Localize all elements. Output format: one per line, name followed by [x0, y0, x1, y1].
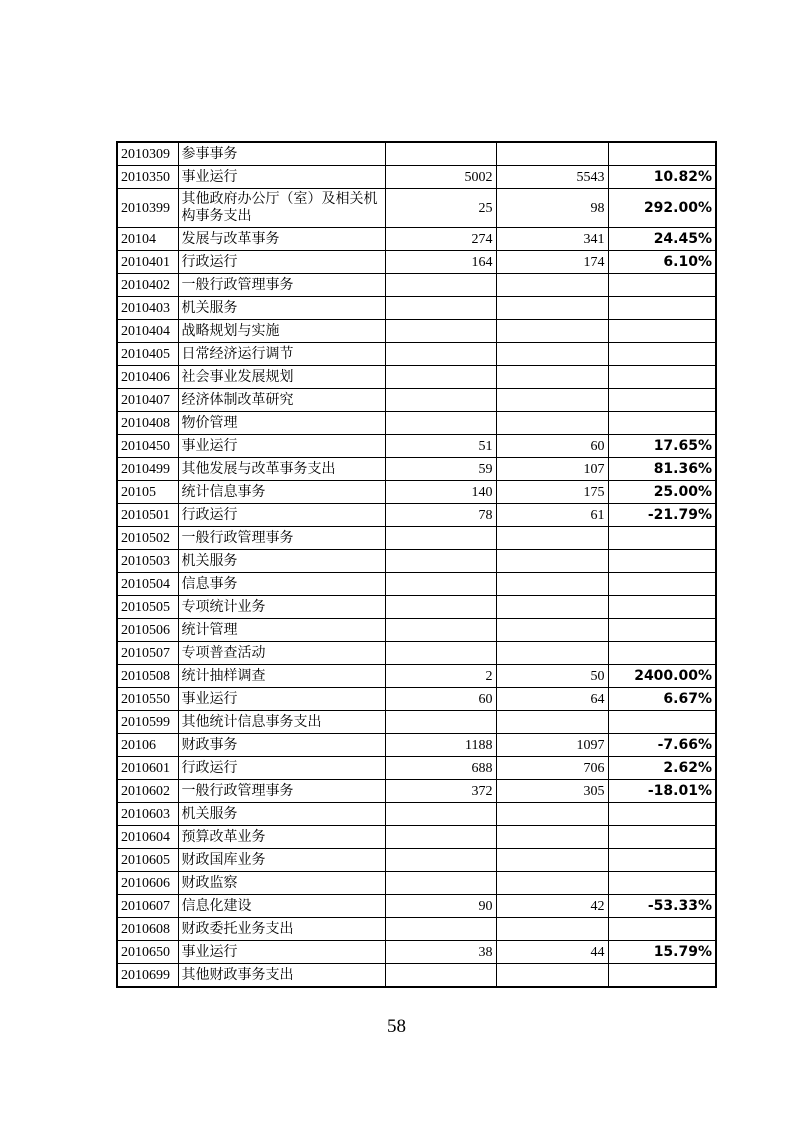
- cell-value-curr: [496, 803, 608, 826]
- cell-change-pct: 292.00%: [608, 189, 716, 228]
- table-row: [117, 872, 716, 895]
- cell-value-curr: 175: [496, 481, 608, 504]
- cell-name: 事业运行: [178, 688, 385, 711]
- cell-value-curr: [496, 596, 608, 619]
- cell-value-curr: 44: [496, 941, 608, 964]
- cell-value-curr: 1097: [496, 734, 608, 757]
- cell-code: 2010499: [117, 458, 178, 481]
- cell-change-pct: [608, 573, 716, 596]
- cell-value-prev: [385, 297, 496, 320]
- cell-name: 其他统计信息事务支出: [178, 711, 385, 734]
- cell-value-curr: 42: [496, 895, 608, 918]
- cell-code: 2010650: [117, 941, 178, 964]
- cell-value-curr: 174: [496, 251, 608, 274]
- cell-name: 财政事务: [178, 734, 385, 757]
- cell-code: 2010605: [117, 849, 178, 872]
- cell-code: 20105: [117, 481, 178, 504]
- cell-value-curr: 341: [496, 228, 608, 251]
- cell-code: 2010505: [117, 596, 178, 619]
- cell-change-pct: [608, 366, 716, 389]
- cell-value-prev: 25: [385, 189, 496, 228]
- cell-change-pct: 17.65%: [608, 435, 716, 458]
- cell-change-pct: [608, 642, 716, 665]
- cell-value-prev: 164: [385, 251, 496, 274]
- cell-value-curr: 107: [496, 458, 608, 481]
- cell-code: 2010606: [117, 872, 178, 895]
- cell-name: 参事事务: [178, 142, 385, 166]
- table-row: [117, 274, 716, 297]
- cell-code: 2010408: [117, 412, 178, 435]
- cell-value-curr: [496, 297, 608, 320]
- cell-change-pct: [608, 297, 716, 320]
- cell-code: 2010699: [117, 964, 178, 988]
- cell-value-curr: 98: [496, 189, 608, 228]
- cell-value-curr: [496, 142, 608, 166]
- cell-change-pct: [608, 711, 716, 734]
- cell-name: 专项普查活动: [178, 642, 385, 665]
- cell-name: 其他发展与改革事务支出: [178, 458, 385, 481]
- cell-value-prev: 78: [385, 504, 496, 527]
- cell-name: 事业运行: [178, 435, 385, 458]
- table-row: [117, 757, 716, 780]
- page-number: 58: [387, 1016, 406, 1037]
- cell-name: 信息化建设: [178, 895, 385, 918]
- cell-value-prev: [385, 550, 496, 573]
- cell-value-curr: [496, 527, 608, 550]
- cell-name: 一般行政管理事务: [178, 780, 385, 803]
- cell-value-prev: 5002: [385, 166, 496, 189]
- cell-value-prev: [385, 964, 496, 988]
- cell-code: 2010350: [117, 166, 178, 189]
- table-row: [117, 320, 716, 343]
- cell-code: 2010602: [117, 780, 178, 803]
- cell-name: 事业运行: [178, 941, 385, 964]
- cell-code: 2010406: [117, 366, 178, 389]
- table-row: [117, 343, 716, 366]
- cell-value-curr: [496, 642, 608, 665]
- cell-change-pct: [608, 320, 716, 343]
- cell-change-pct: [608, 550, 716, 573]
- cell-name: 发展与改革事务: [178, 228, 385, 251]
- cell-code: 2010407: [117, 389, 178, 412]
- cell-name: 物价管理: [178, 412, 385, 435]
- cell-change-pct: 25.00%: [608, 481, 716, 504]
- cell-value-curr: [496, 964, 608, 988]
- cell-value-curr: 305: [496, 780, 608, 803]
- cell-change-pct: [608, 527, 716, 550]
- cell-name: 统计信息事务: [178, 481, 385, 504]
- cell-change-pct: [608, 964, 716, 988]
- cell-value-prev: [385, 320, 496, 343]
- cell-value-curr: [496, 573, 608, 596]
- cell-value-curr: [496, 343, 608, 366]
- cell-value-curr: [496, 274, 608, 297]
- cell-change-pct: 2.62%: [608, 757, 716, 780]
- cell-change-pct: [608, 849, 716, 872]
- table-row: [117, 412, 716, 435]
- cell-value-prev: 140: [385, 481, 496, 504]
- cell-change-pct: 24.45%: [608, 228, 716, 251]
- cell-change-pct: -18.01%: [608, 780, 716, 803]
- cell-value-prev: 38: [385, 941, 496, 964]
- cell-value-prev: 2: [385, 665, 496, 688]
- table-row: [117, 228, 716, 251]
- cell-value-curr: [496, 389, 608, 412]
- cell-value-curr: 5543: [496, 166, 608, 189]
- cell-value-prev: [385, 527, 496, 550]
- cell-value-prev: [385, 366, 496, 389]
- cell-value-curr: [496, 550, 608, 573]
- table-row: [117, 941, 716, 964]
- table-row: [117, 780, 716, 803]
- cell-value-curr: [496, 849, 608, 872]
- cell-change-pct: 6.67%: [608, 688, 716, 711]
- cell-value-curr: [496, 320, 608, 343]
- table-row: [117, 297, 716, 320]
- table-row: [117, 918, 716, 941]
- cell-code: 2010550: [117, 688, 178, 711]
- table-row: [117, 665, 716, 688]
- cell-value-curr: 64: [496, 688, 608, 711]
- table-row: [117, 389, 716, 412]
- cell-code: 2010504: [117, 573, 178, 596]
- table-row: [117, 366, 716, 389]
- cell-code: 2010603: [117, 803, 178, 826]
- cell-change-pct: -53.33%: [608, 895, 716, 918]
- cell-code: 2010601: [117, 757, 178, 780]
- cell-value-curr: [496, 826, 608, 849]
- cell-value-prev: [385, 918, 496, 941]
- cell-value-prev: 1188: [385, 734, 496, 757]
- cell-change-pct: [608, 274, 716, 297]
- cell-value-prev: [385, 803, 496, 826]
- table-row: [117, 527, 716, 550]
- cell-value-prev: [385, 826, 496, 849]
- cell-value-curr: [496, 619, 608, 642]
- cell-value-curr: [496, 872, 608, 895]
- cell-value-prev: 688: [385, 757, 496, 780]
- cell-code: 2010503: [117, 550, 178, 573]
- cell-value-prev: [385, 872, 496, 895]
- cell-name: 社会事业发展规划: [178, 366, 385, 389]
- table-row: [117, 688, 716, 711]
- cell-change-pct: 81.36%: [608, 458, 716, 481]
- cell-name: 统计抽样调查: [178, 665, 385, 688]
- cell-value-prev: [385, 343, 496, 366]
- cell-value-prev: 51: [385, 435, 496, 458]
- cell-name: 预算改革业务: [178, 826, 385, 849]
- cell-change-pct: 15.79%: [608, 941, 716, 964]
- cell-value-prev: [385, 389, 496, 412]
- cell-value-curr: [496, 412, 608, 435]
- cell-value-prev: [385, 142, 496, 166]
- cell-value-prev: 90: [385, 895, 496, 918]
- cell-change-pct: [608, 343, 716, 366]
- cell-value-prev: [385, 711, 496, 734]
- cell-code: 2010309: [117, 142, 178, 166]
- cell-name: 机关服务: [178, 550, 385, 573]
- cell-name: 财政委托业务支出: [178, 918, 385, 941]
- cell-code: 2010404: [117, 320, 178, 343]
- cell-name: 一般行政管理事务: [178, 274, 385, 297]
- table-row: [117, 826, 716, 849]
- cell-code: 2010403: [117, 297, 178, 320]
- cell-code: 2010507: [117, 642, 178, 665]
- cell-name: 其他政府办公厅（室）及相关机构事务支出: [178, 189, 385, 228]
- budget-table: [116, 141, 717, 988]
- cell-value-curr: 60: [496, 435, 608, 458]
- cell-change-pct: [608, 389, 716, 412]
- cell-value-curr: [496, 366, 608, 389]
- cell-value-prev: 59: [385, 458, 496, 481]
- table-row: [117, 481, 716, 504]
- table-row: [117, 803, 716, 826]
- cell-code: 2010508: [117, 665, 178, 688]
- table-row: [117, 166, 716, 189]
- cell-name: 统计管理: [178, 619, 385, 642]
- table-row: [117, 734, 716, 757]
- cell-name: 财政监察: [178, 872, 385, 895]
- table-row: [117, 964, 716, 988]
- cell-code: 2010608: [117, 918, 178, 941]
- cell-name: 行政运行: [178, 504, 385, 527]
- table-row: [117, 642, 716, 665]
- table-row: [117, 189, 716, 228]
- cell-code: 2010604: [117, 826, 178, 849]
- cell-name: 一般行政管理事务: [178, 527, 385, 550]
- cell-value-prev: 274: [385, 228, 496, 251]
- cell-code: 2010402: [117, 274, 178, 297]
- cell-value-curr: 706: [496, 757, 608, 780]
- cell-change-pct: [608, 918, 716, 941]
- cell-code: 2010450: [117, 435, 178, 458]
- cell-name: 机关服务: [178, 297, 385, 320]
- cell-name: 其他财政事务支出: [178, 964, 385, 988]
- cell-name: 战略规划与实施: [178, 320, 385, 343]
- table-row: [117, 619, 716, 642]
- cell-code: 2010399: [117, 189, 178, 228]
- table-row: [117, 458, 716, 481]
- cell-name: 信息事务: [178, 573, 385, 596]
- cell-change-pct: [608, 872, 716, 895]
- cell-value-prev: [385, 849, 496, 872]
- cell-change-pct: 10.82%: [608, 166, 716, 189]
- cell-change-pct: [608, 803, 716, 826]
- cell-change-pct: [608, 619, 716, 642]
- cell-value-prev: [385, 274, 496, 297]
- cell-name: 专项统计业务: [178, 596, 385, 619]
- cell-code: 2010501: [117, 504, 178, 527]
- cell-change-pct: -7.66%: [608, 734, 716, 757]
- table-row: [117, 849, 716, 872]
- cell-value-prev: 60: [385, 688, 496, 711]
- cell-change-pct: 6.10%: [608, 251, 716, 274]
- table-row: [117, 895, 716, 918]
- cell-value-prev: [385, 573, 496, 596]
- cell-code: 20106: [117, 734, 178, 757]
- cell-name: 财政国库业务: [178, 849, 385, 872]
- cell-change-pct: [608, 412, 716, 435]
- cell-code: 20104: [117, 228, 178, 251]
- table-row: [117, 573, 716, 596]
- cell-change-pct: [608, 826, 716, 849]
- cell-code: 2010405: [117, 343, 178, 366]
- cell-value-prev: [385, 642, 496, 665]
- table-row: [117, 504, 716, 527]
- cell-value-curr: 50: [496, 665, 608, 688]
- cell-value-prev: 372: [385, 780, 496, 803]
- table-row: [117, 550, 716, 573]
- table-row: [117, 251, 716, 274]
- cell-value-curr: 61: [496, 504, 608, 527]
- cell-name: 事业运行: [178, 166, 385, 189]
- cell-change-pct: [608, 596, 716, 619]
- cell-change-pct: -21.79%: [608, 504, 716, 527]
- cell-code: 2010502: [117, 527, 178, 550]
- cell-change-pct: [608, 142, 716, 166]
- table-row: [117, 142, 716, 166]
- cell-name: 经济体制改革研究: [178, 389, 385, 412]
- table-row: [117, 711, 716, 734]
- cell-name: 机关服务: [178, 803, 385, 826]
- budget-table-body: [117, 142, 716, 987]
- cell-value-curr: [496, 711, 608, 734]
- cell-value-prev: [385, 619, 496, 642]
- cell-code: 2010607: [117, 895, 178, 918]
- table-row: [117, 596, 716, 619]
- cell-value-prev: [385, 596, 496, 619]
- cell-code: 2010401: [117, 251, 178, 274]
- cell-name: 日常经济运行调节: [178, 343, 385, 366]
- cell-name: 行政运行: [178, 757, 385, 780]
- cell-name: 行政运行: [178, 251, 385, 274]
- cell-code: 2010599: [117, 711, 178, 734]
- cell-value-prev: [385, 412, 496, 435]
- table-row: [117, 435, 716, 458]
- cell-code: 2010506: [117, 619, 178, 642]
- cell-value-curr: [496, 918, 608, 941]
- cell-change-pct: 2400.00%: [608, 665, 716, 688]
